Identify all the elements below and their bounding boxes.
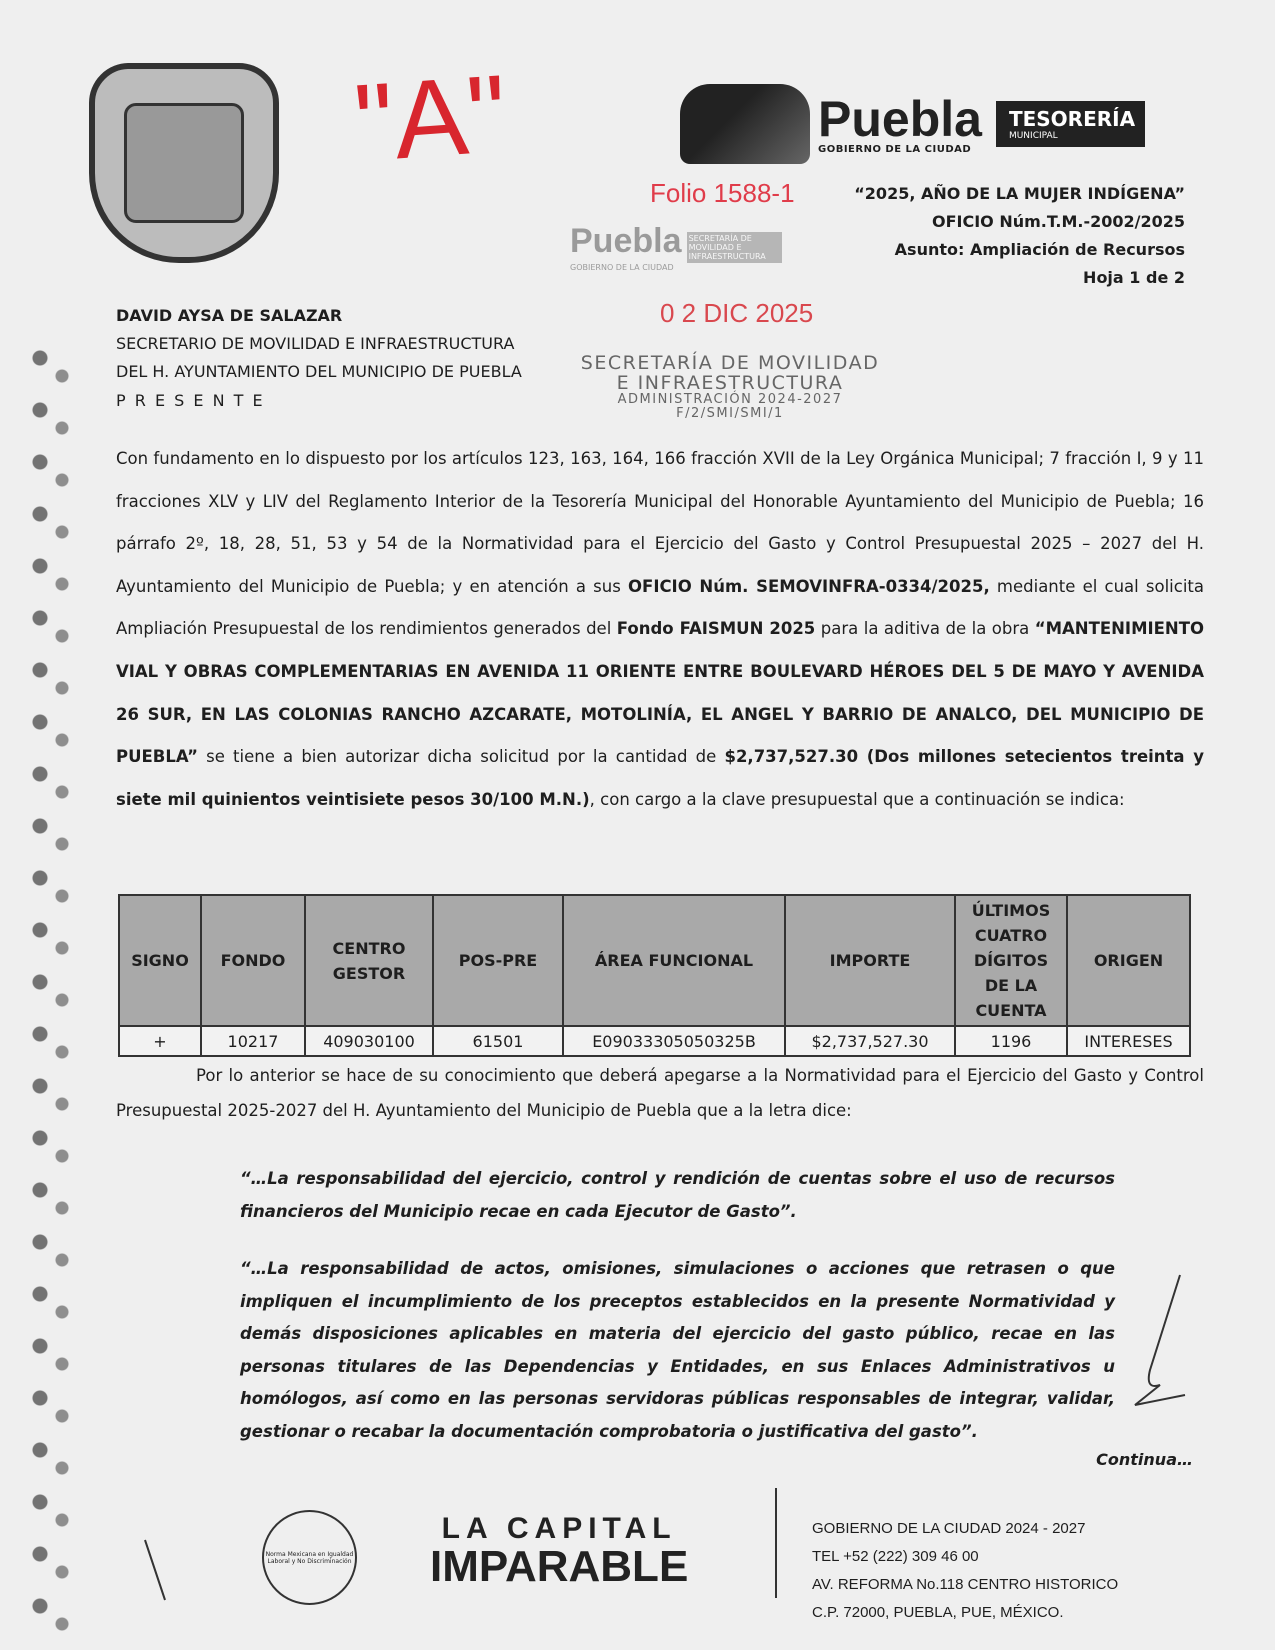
col-area-funcional: ÁREA FUNCIONAL [563, 895, 785, 1026]
col-pos-pre: POS-PRE [433, 895, 563, 1026]
handwritten-a-annotation: "A" [350, 51, 511, 186]
footer-contact: GOBIERNO DE LA CIUDAD 2024 - 2027 TEL +52 (222) 309 46 00 AV. REFORMA No.118 CENTRO HISTORICO C.P. 72000, PUEBLA, PUE, MÉXICO. [812, 1520, 1119, 1621]
margin-mark [140, 1535, 170, 1605]
col-signo: SIGNO [119, 895, 201, 1026]
continua: Continua… [1096, 1450, 1193, 1469]
addressee-name: DAVID AYSA DE SALAZAR [116, 306, 343, 325]
footer-divider [775, 1488, 777, 1598]
folio-annotation: Folio 1588-1 [650, 178, 795, 208]
igualdad-laboral-badge: Norma Mexicana en Igualdad Laboral y No Discriminación [262, 1510, 357, 1605]
reception-stamp-logo: Puebla SECRETARÍA DE MOVILIDAD E INFRAESTRUCTURA GOBIERNO DE LA CIUDAD [570, 222, 782, 272]
oficio-number: OFICIO Núm.T.M.-2002/2025 [932, 212, 1185, 231]
quote-1: “…La responsabilidad del ejercicio, control y rendición de cuentas sobre el uso de recursos financieros del Municipio recae en cada Ejecutor de Gasto”. [240, 1169, 1115, 1221]
col-fondo: FONDO [201, 895, 305, 1026]
col-origen: ORIGEN [1067, 895, 1190, 1026]
puebla-logo-icon [680, 84, 810, 164]
signature-mark [1130, 1270, 1190, 1410]
logo-sub: GOBIERNO DE LA CIUDAD [818, 143, 972, 155]
decorative-border [26, 340, 76, 1650]
presente: P R E S E N T E [116, 391, 265, 410]
reception-stamp: SECRETARÍA DE MOVILIDAD E INFRAESTRUCTURA ADMINISTRACIÓN 2024-2027 F/2/SMI/SMI/1 [580, 352, 880, 421]
la-capital-imparable-logo: LA CAPITAL IMPARABLE [430, 1512, 689, 1591]
logo-word: Puebla [818, 90, 982, 147]
col-centro-gestor: CENTRO GESTOR [305, 895, 433, 1026]
col-importe: IMPORTE [785, 895, 955, 1026]
body-paragraph: Con fundamento en lo dispuesto por los artículos 123, 163, 164, 166 fracción XVII de la Ley Orgánica Municipal; 7 fracción I, 9 y 11 fracciones XLV y LIV del Reglamento Interior de la Tesorería Municipal del Honorable Ayuntamiento del Municipio de Puebla; 16 párrafo 2º, 18, 28, 51, 53 y 54 de la Normatividad para el Ejercicio del Gasto y Control Presupuestal 2025 – 2027 del H. Ayuntamiento del Municipio de Puebla; y en atención a sus OFICIO Núm. SEMOVINFRA-0334/2025, mediante el cual solicita Ampliación Presupuestal de los rendimientos generados del Fondo FAISMUN 2025 para la aditiva de la obra “MANTENIMIENTO VIAL Y OBRAS COMPLEMENTARIAS EN AVENIDA 11 ORIENTE ENTRE BOULEVARD HÉROES DEL 5 DE MAYO Y AVENIDA 26 SUR, EN LAS COLONIAS RANCHO AZCARATE, MOTOLINÍA, EL ANGEL Y BARRIO DE ANALCO, DEL MUNICIPIO DE PUEBLA” se tiene a bien autorizar dicha solicitud por la cantidad de $2,737,527.30 (Dos millones setecientos treinta y siete mil quinientos veintisiete pesos 30/100 M.N.), con cargo a la clave presupuestal que a continuación se indica: [116, 449, 1204, 809]
asunto: Asunto: Ampliación de Recursos [894, 240, 1185, 259]
table-header-row [119, 895, 1190, 1026]
quote-2: “…La responsabilidad de actos, omisiones, simulaciones o acciones que retrasen o que impliquen el incumplimiento de los preceptos establecidos en la presente Normatividad y demás disposiciones aplicables en materia del ejercicio del gasto público, recae en las personas titulares de las Dependencias y Entidades, en sus Enlaces Administrativos u homólogos, así como en las personas servidoras públicas responsables de integrar, validar, gestionar o recabar la documentación comprobatoria o justificativa del gasto”. [240, 1259, 1115, 1441]
year-motto: “2025, AÑO DE LA MUJER INDÍGENA” [854, 184, 1185, 203]
addressee-title-2: DEL H. AYUNTAMIENTO DEL MUNICIPIO DE PUEBLA [116, 362, 522, 381]
city-seal [89, 63, 279, 263]
seal-castle-icon [124, 103, 244, 223]
stamp-date: 0 2 DIC 2025 [660, 298, 814, 328]
tesoreria-label: TESORERÍA MUNICIPAL [996, 101, 1145, 147]
normatividad-paragraph: Por lo anterior se hace de su conocimiento que deberá apegarse a la Normatividad para el Ejercicio del Gasto y Control Presupuestal 2025-2027 del H. Ayuntamiento del Municipio de Puebla que a la letra dice: [116, 1066, 1204, 1120]
puebla-logo [680, 84, 1145, 164]
addressee-title-1: SECRETARIO DE MOVILIDAD E INFRAESTRUCTURA [116, 334, 515, 353]
hoja: Hoja 1 de 2 [1083, 268, 1185, 287]
col-ultimos-digitos: ÚLTIMOS CUATRO DÍGITOS DE LA CUENTA [955, 895, 1067, 1026]
budget-table [118, 894, 1191, 1057]
table-row: + 10217 409030100 61501 E09033305050325B $2,737,527.30 1196 INTERESES [119, 1026, 1190, 1056]
